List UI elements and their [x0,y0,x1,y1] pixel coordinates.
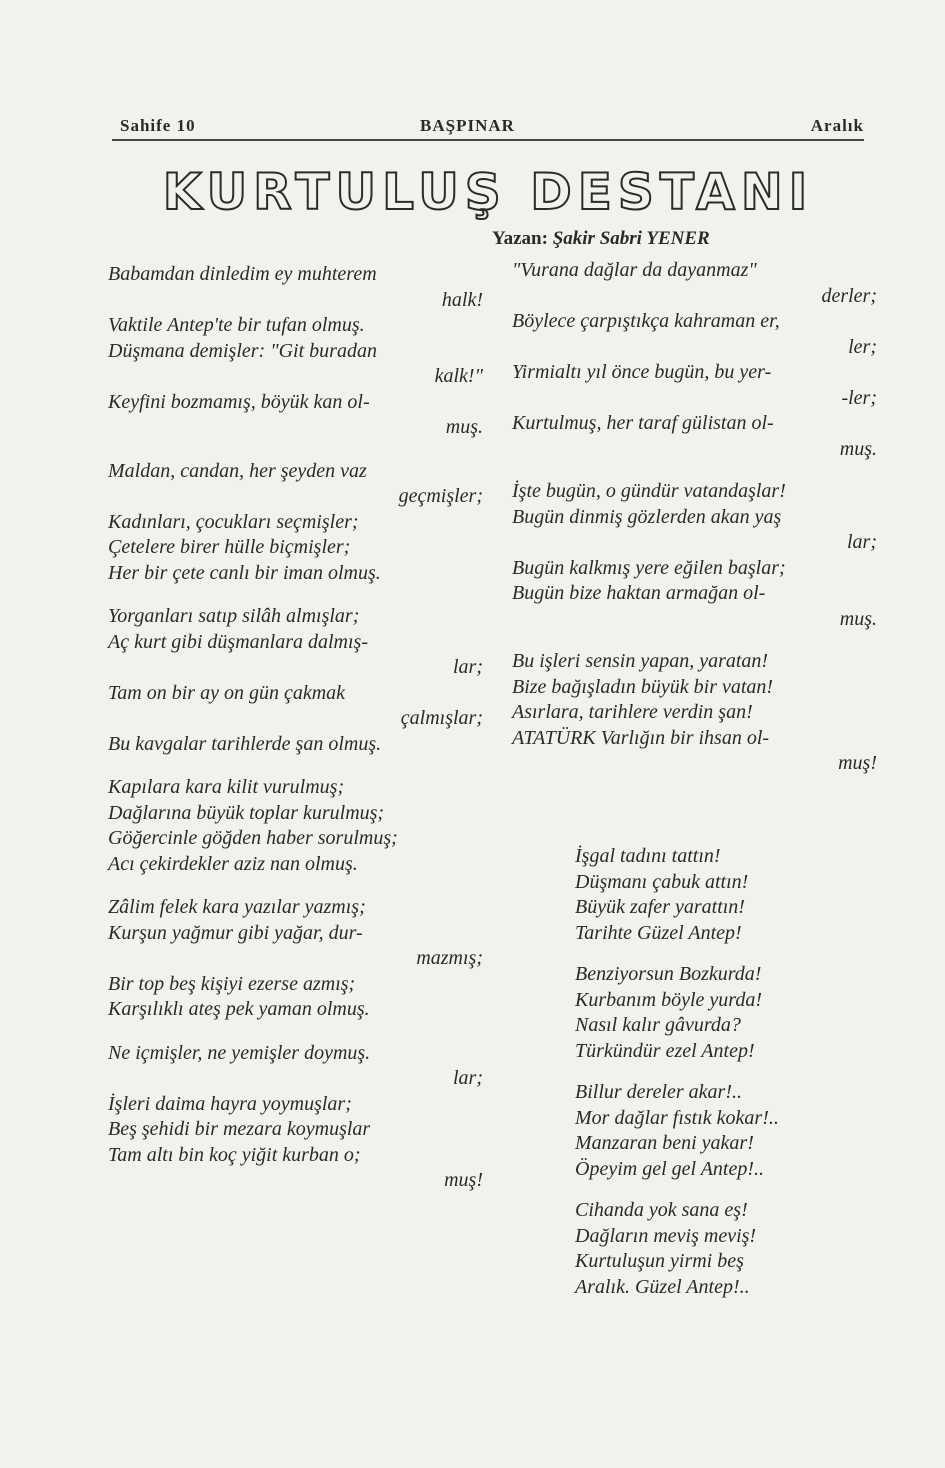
issue-month: Aralık [810,116,864,135]
poem-line: "Vurana dağlar da dayanmaz" [512,259,757,281]
poem-line: Tam on bir ay on gün çakmak [108,681,346,704]
page-number: Sahife 10 [120,116,196,135]
poem-line: Kurşun yağmur gibi yağar, dur- [108,921,363,944]
poem-line: Manzaran beni yakar! [575,1132,754,1154]
header-rule [112,139,864,141]
poem-line: Kurbanım böyle yurda! [575,988,763,1011]
poem-line: Aç kurt gibi düşmanlara dalmış- [108,630,368,653]
poem-line: Billur dereler akar!.. [575,1081,743,1103]
poem-line: Tam altı bin koç yiğit kurban o; [108,1143,361,1166]
stanza [108,1041,483,1194]
poem-line: Bugün dinmiş gözlerden akan yaş [512,505,782,528]
poem-line: Çetelere birer hülle biçmişler; [108,536,351,558]
poem-line: muş! [838,752,877,774]
stanza [575,844,875,946]
stanza [512,258,877,462]
poem-line: Düşmana demişler: "Git buradan [108,339,377,362]
stanza [512,649,877,777]
poem-line: Nasıl kalır gâvurda? [575,1014,741,1036]
poem-line: İşleri daima hayra yoymuşlar; [108,1092,352,1115]
poem-line: Aralık. Güzel Antep!.. [575,1275,750,1298]
poem-line: Bir top beş kişiyi ezerse azmış; [108,972,356,995]
poem-line: halk! [441,288,483,311]
stanza [108,262,483,441]
poem-line: Tarihte Güzel Antep! [575,921,742,944]
poem-line: Her bir çete canlı bir iman olmuş. [108,561,381,584]
poem-line: Acı çekirdekler aziz nan olmuş. [108,852,358,875]
poem-line: Maldan, candan, her şeyden vaz [108,459,367,482]
poem-line: Böylece çarpıştıkça kahraman er, [512,310,780,332]
poem-line: ler; [848,335,877,358]
stanza [108,604,483,757]
poem-line: Öpeyim gel gel Antep!.. [575,1157,765,1180]
poem-line: lar; [453,1067,483,1089]
poem-line: Kapılara kara kilit vurulmuş; [108,776,345,798]
right-column-lower [575,844,875,1316]
poem-line: derler; [821,284,877,307]
poem-line: Düşmanı çabuk attın! [575,870,749,893]
poem-line: Karşılıklı ateş pek yaman olmuş. [108,998,370,1020]
poem-line: geçmişler; [398,485,483,507]
stanza [575,1198,875,1300]
poem-line: Zâlim felek kara yazılar yazmış; [108,896,366,918]
stanza [108,459,483,587]
poem-line: Göğercinle göğden haber sorulmuş; [108,827,398,849]
poem-line: Kadınları, çocukları seçmişler; [108,510,359,533]
poem-line: Bugün kalkmış yere eğilen başlar; [512,556,786,579]
poem-line: Dağların meviş meviş! [575,1224,757,1247]
poem-line: Yirmialtı yıl önce bugün, bu yer- [512,361,772,383]
poem-line: Kurtulmuş, her taraf gülistan ol- [512,412,774,434]
byline-label: Yazan: [492,228,548,249]
poem-line: Kurtuluşun yirmi beş [575,1250,744,1272]
poem-line: Babamdan dinledim ey muhterem [108,263,377,285]
poem-line: Büyük zafer yarattın! [575,896,745,918]
poem-line: Benziyorsun Bozkurda! [575,963,762,985]
poem-line: muş. [839,607,877,630]
poem-line: Beş şehidi bir mezara koymuşlar [108,1118,371,1140]
poem-line: Vaktile Antep'te bir tufan olmuş. [108,314,365,336]
poem-line: Ne içmişler, ne yemişler doymuş. [108,1041,371,1064]
stanza [108,775,483,877]
poem-line: lar; [453,656,483,678]
poem-line: Asırlara, tarihlere verdin şan! [512,701,753,723]
poem-line: Türkündür ezel Antep! [575,1039,755,1062]
publication-name: BAŞPINAR [420,116,515,135]
poem-line: mazmış; [416,947,483,969]
poem-line: kalk!" [434,365,483,387]
poem-line: Yorganları satıp silâh almışlar; [108,605,360,627]
poem-line: muş. [839,437,877,460]
poem-line: muş! [444,1169,483,1191]
right-column [512,258,877,794]
poem-line: İşte bugün, o gündür vatandaşlar! [512,480,786,502]
poem-line: Bize bağışladın büyük bir vatan! [512,675,774,698]
poem-line: -ler; [841,386,877,409]
poem-line: Mor dağlar fıstık kokar!.. [575,1106,779,1129]
poem-title: KURTULUŞ DESTANI [162,163,814,221]
left-column [108,262,483,1212]
poem-line: Keyfini bozmamış, böyük kan ol- [108,390,370,413]
poem-line: Cihanda yok sana eş! [575,1199,748,1221]
poem-line: Dağlarına büyük toplar kurulmuş; [108,801,385,824]
poem-line: Bugün bize haktan armağan ol- [512,582,766,604]
stanza [512,479,877,632]
stanza [575,1080,875,1182]
poem-line: lar; [847,531,877,553]
page-header [112,112,864,142]
author-name: Şakir Sabri YENER [552,228,710,249]
poem-line: muş. [445,416,483,438]
poem-line: İşgal tadını tattın! [575,845,721,867]
poem-line: çalmışlar; [400,707,483,729]
poem-line: Bu işleri sensin yapan, yaratan! [512,650,769,672]
stanza [575,962,875,1064]
poem-line: ATATÜRK Varlığın bir ihsan ol- [512,726,770,749]
stanza [108,895,483,1023]
byline [492,228,710,250]
poem-line: Bu kavgalar tarihlerde şan olmuş. [108,732,382,755]
